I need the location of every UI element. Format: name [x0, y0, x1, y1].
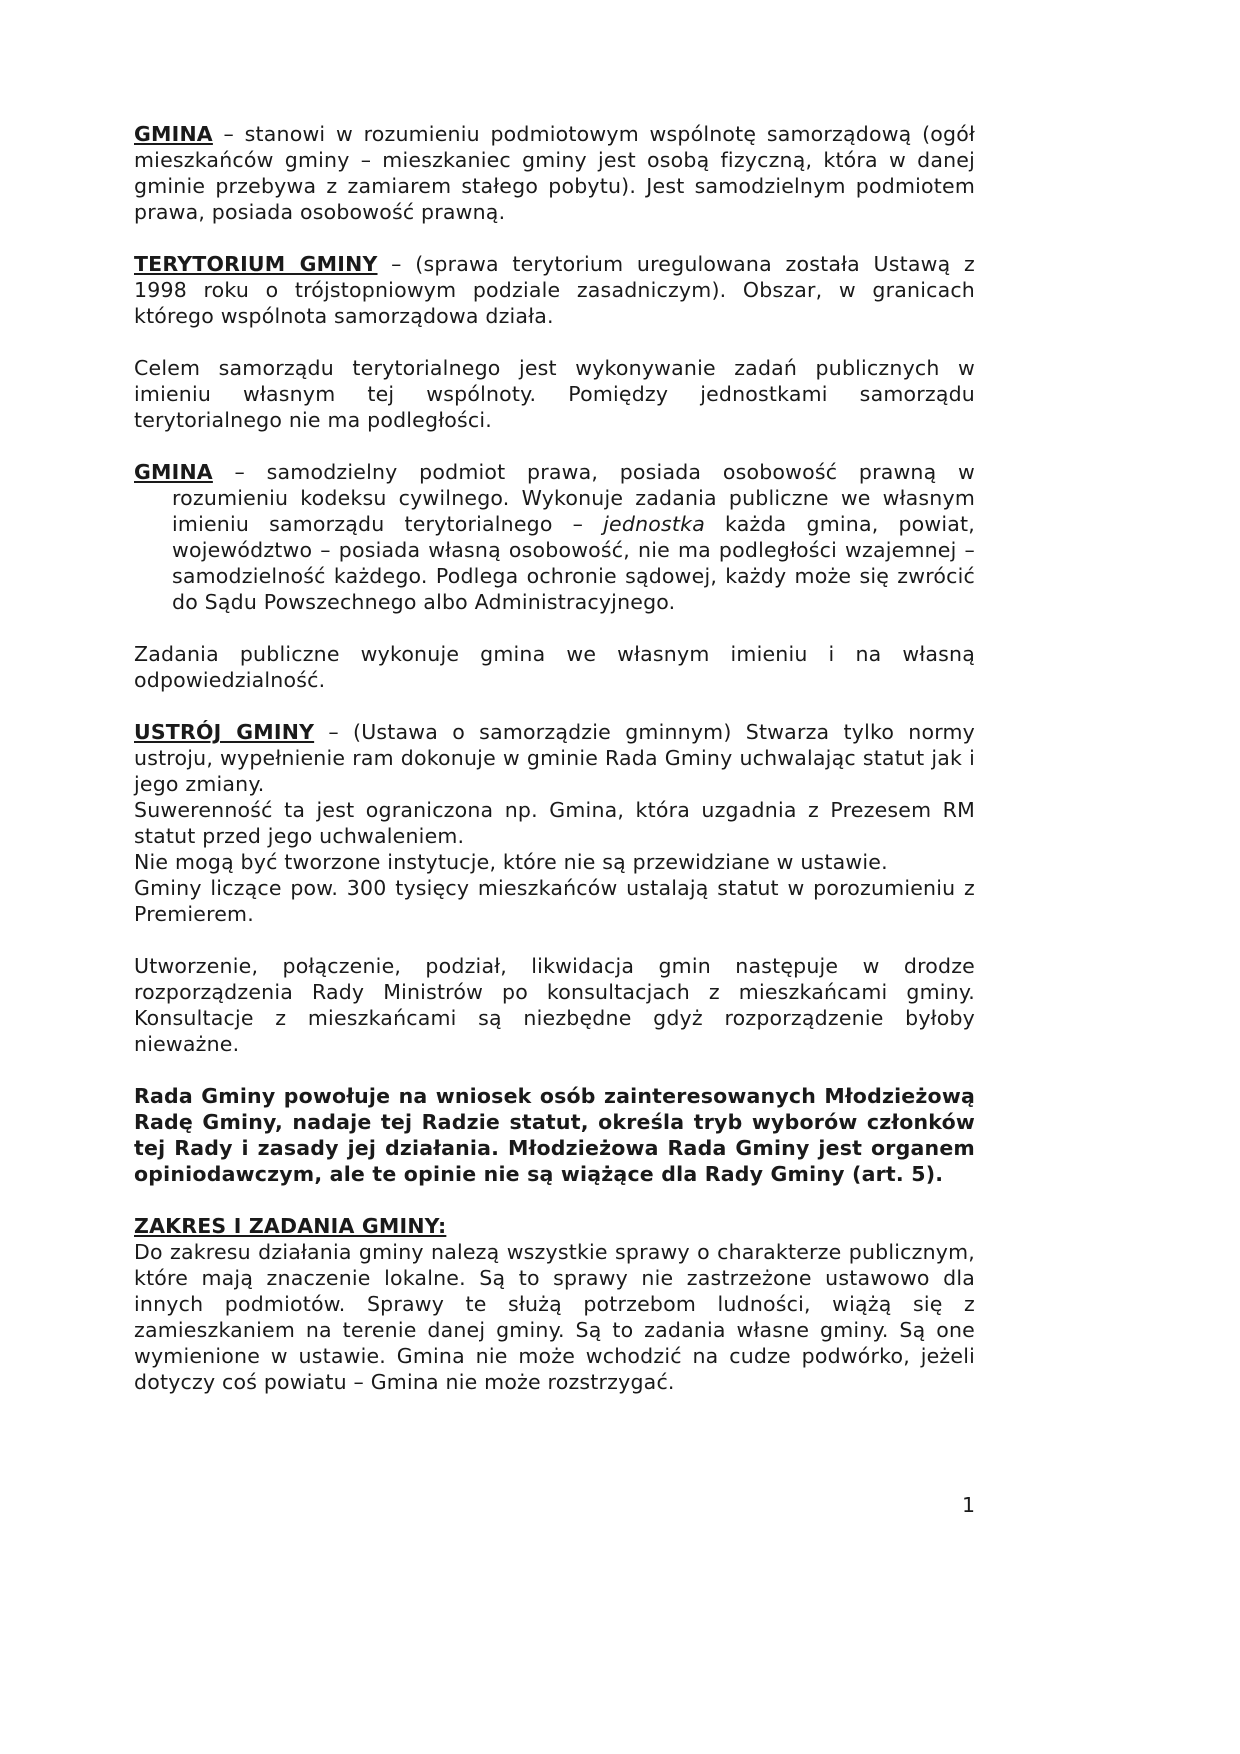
- text-segment: jednostka: [603, 512, 705, 536]
- text-segment: – stanowi w rozumieniu podmiotowym wspólnotę samorządową (ogół mieszkańców gminy – mieszkaniec gminy jest osobą fizyczną, która w danej gminie przebywa z zamiarem stałego pobytu). Jest samodzielnym podmiotem prawa, posiada osobowość prawną.: [134, 122, 975, 224]
- text-segment: Utworzenie, połączenie, podział, likwidacja gmin następuje w drodze rozporządzenia Rady Ministrów po konsultacjach z mieszkańcami gminy. Konsultacje z mieszkańcami są niezbędne gdyż rozporządzenie byłoby nieważne.: [134, 954, 975, 1056]
- text-segment: Do zakresu działania gminy nalezą wszystkie sprawy o charakterze publicznym, które mają znaczenie lokalne. Są to sprawy nie zastrzeżone ustawowo dla innych podmiotów. Sprawy te służą potrzebom ludności, wiążą się z zamieszkaniem na terenie danej gminy. Są to zadania własne gminy. Są one wymienione w ustawie. Gmina nie może wchodzić na cudze podwórko, jeżeli dotyczy coś powiatu – Gmina nie może rozstrzygać.: [134, 1240, 975, 1394]
- para-gminy-300-tysiecy: [134, 875, 975, 927]
- para-utworzenie-polaczenie: [134, 953, 975, 1057]
- text-segment: GMINA: [134, 122, 213, 146]
- text-segment: Zadania publiczne wykonuje gmina we własnym imieniu i na własną odpowiedzialność.: [134, 642, 975, 692]
- para-cel-samorzadu: [134, 355, 975, 433]
- heading-zakres-i-zadania-gminy: [134, 1213, 975, 1239]
- text-segment: GMINA: [134, 460, 213, 484]
- text-segment: Suwerenność ta jest ograniczona np. Gmina, która uzgadnia z Prezesem RM statut przed jego uchwaleniem.: [134, 798, 975, 848]
- text-segment: – (Ustawa o samorządzie gminnym) Stwarza tylko normy ustroju, wypełnienie ram dokonuje w gminie Rada Gminy uchwalając statut jak i jego zmiany.: [134, 720, 975, 796]
- document-content: [134, 121, 975, 1395]
- para-gmina-definition: [134, 121, 975, 225]
- para-terytorium-gminy: [134, 251, 975, 329]
- page-number: 1: [961, 1493, 975, 1517]
- text-segment: ZAKRES I ZADANIA GMINY:: [134, 1214, 447, 1238]
- text-segment: Celem samorządu terytorialnego jest wykonywanie zadań publicznych w imieniu własnym tej wspólnoty. Pomiędzy jednostkami samorządu terytorialnego nie ma podległości.: [134, 356, 975, 432]
- text-segment: TERYTORIUM GMINY: [134, 252, 378, 276]
- text-segment: Nie mogą być tworzone instytucje, które nie są przewidziane w ustawie.: [134, 850, 888, 874]
- para-zakres-dzialania: [134, 1239, 975, 1395]
- text-segment: USTRÓJ GMINY: [134, 720, 315, 744]
- para-mlodziezowa-rada-gminy: [134, 1083, 975, 1187]
- text-segment: Gminy liczące pow. 300 tysięcy mieszkańców ustalają statut w porozumieniu z Premierem.: [134, 876, 975, 926]
- text-segment: – (sprawa terytorium uregulowana została Ustawą z 1998 roku o trójstopniowym podziale zasadniczym). Obszar, w granicach którego wspólnota samorządowa działa.: [134, 252, 975, 328]
- text-segment: Rada Gminy powołuje na wniosek osób zainteresowanych Młodzieżową Radę Gminy, nadaje tej Radzie statut, określa tryb wyborów członków tej Rady i zasady jej działania. Młodzieżowa Rada Gminy jest organem opiniodawczym, ale te opinie nie są wiążące dla Rady Gminy (art. 5).: [134, 1084, 975, 1186]
- para-gmina-podmiot-prawa: [134, 459, 975, 615]
- para-instytucje: [134, 849, 975, 875]
- text-segment: – samodzielny podmiot prawa, posiada osobowość prawną w rozumieniu kodeksu cywilnego. Wykonuje zadania publiczne we własnym imieniu samorządu terytorialnego –: [172, 460, 975, 536]
- para-suwerennosc: [134, 797, 975, 849]
- text-segment: każda gmina, powiat, województwo – posiada własną osobowość, nie ma podległości wzajemnej – samodzielność każdego. Podlega ochronie sądowej, każdy może się zwrócić do Sądu Powszechnego albo Administracyjnego.: [172, 512, 976, 614]
- para-ustroj-gminy: [134, 719, 975, 797]
- para-zadania-publiczne: [134, 641, 975, 693]
